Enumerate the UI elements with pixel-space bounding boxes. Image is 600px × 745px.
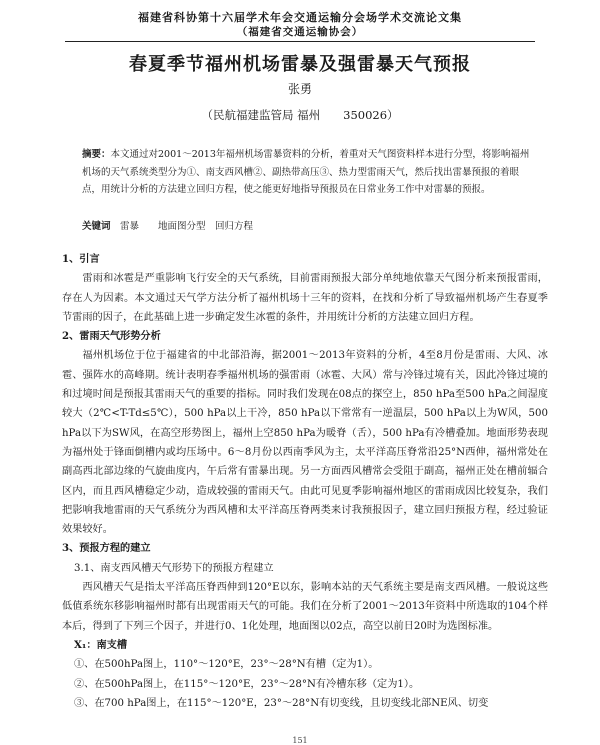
page-number: 151	[292, 736, 308, 745]
factor-heading: X₁：南支槽	[74, 638, 128, 651]
paragraph: 雷雨和冰雹是严重影响飞行安全的天气系统，目前雷雨预报大部分单纯地依靠天气图分析来预报雷雨，存在人为因素。本文通过天气学方法分析了福州机场十三年的资料，在找和分析了导致福州机场产生春夏季节雷雨的因子，在此基础上进一步确定发生冰雹的条件，并用统计分析的方法建立回归方程。	[62, 273, 548, 323]
list-item: ①、在500hPa图上，110°～120°E，23°～28°N有槽（定为1）。	[74, 659, 379, 671]
abstract-label: 摘要：	[82, 149, 111, 160]
paragraph: 西风槽天气是指太平洋高压脊西伸到120°E以东，影响本站的天气系统主要是南支西风槽。一般说这些低值系统东移影响福州时都有出现雷雨天气的可能。我们在分析了2001～2013年资料中所选取的104个样本后，得到了下列三个因子，并进行0、1化处理，地面图以02点，高空以前日20时为选图标准。	[62, 582, 548, 632]
proceedings-subheader: （福建省交通运输协会）	[236, 26, 364, 38]
list-item: ②、在500hPa图上，在115°～120°E，23°～28°N有冷槽东移（定为1）。	[74, 678, 420, 690]
keywords-text: 雷暴 地面图分型 回归方程	[120, 221, 254, 232]
paragraph: 福州机场位于位于福建省的中北部沿海，据2001～2013年资料的分析，4至8月份是雷雨、大风、冰雹、强阵水的高峰期。统计表明春季福州机场的强雷雨（冰雹、大风）常与冷锋过境有关，因此冷锋过境的和过境时间是预报其雷雨天气的重要的指标。同时我们发现在08点的探空上，850 hPa至500 hPa之间湿度较大（2℃<T-Td≤5℃），500 hPa以上干冷，850 hPa以下常常有一逆温层，500 hPa以上为W风，500 hPa以下为SW风，在高空形势图上，福州上空850 hPa为暖脊（舌），500 hPa有冷槽叠加。地面形势表现为福州处于锋面倒槽内或均压场中。6～8月份以西南季风为主，太平洋高压脊常沿25°N西伸，福州常处在副高西北部边缘的气旋曲度内，午后常有雷暴出现。另一方面西风槽常会受阻于副高，福州正处在槽前辐合区内，而且西风槽稳定少动，造成较强的雷雨天气。由此可见夏季影响福州地区的雷雨成因比较复杂，我们把影响我地雷雨的天气系统分为西风槽和太平洋高压脊两类来讨我预报因子，建立回归预报方程，经过验证效果较好。	[62, 350, 548, 536]
paper-title: 春夏季节福州机场雷暴及强雷暴天气预报	[129, 54, 471, 75]
keywords-label: 关键词	[82, 221, 111, 232]
section-heading: 2、雷雨天气形势分析	[62, 330, 161, 343]
keywords	[82, 218, 532, 236]
author: 张勇	[287, 82, 312, 96]
affiliation: （民航福建监管局 福州 350026）	[201, 108, 399, 122]
section-heading: 1、引言	[62, 253, 100, 265]
abstract	[82, 146, 532, 199]
body-text	[62, 250, 548, 713]
list-item: ③、在700 hPa图上，在115°～120°E，23°～28°N有切变线，且切变线北部NE风、切变	[74, 697, 489, 709]
section-heading: 3、预报方程的建立	[62, 542, 151, 555]
header-rule	[65, 41, 535, 42]
abstract-text: 本文通过对2001～2013年福州机场雷暴资料的分析，着重对天气图资料样本进行分型，将影响福州机场的天气系统类型分为①、南支西风槽②、副热带高压③、热力型雷雨天气，然后找出雷暴预报的着眼点，用统计分析的方法建立回归方程，使之能更好地指导预报员在日常业务工作中对雷暴的预报。	[82, 149, 530, 195]
proceedings-header: 福建省科协第十六届学术年会交通运输分会场学术交流论文集	[138, 11, 462, 24]
subsection-heading: 3.1、南支西风槽天气形势下的预报方程建立	[74, 562, 274, 574]
